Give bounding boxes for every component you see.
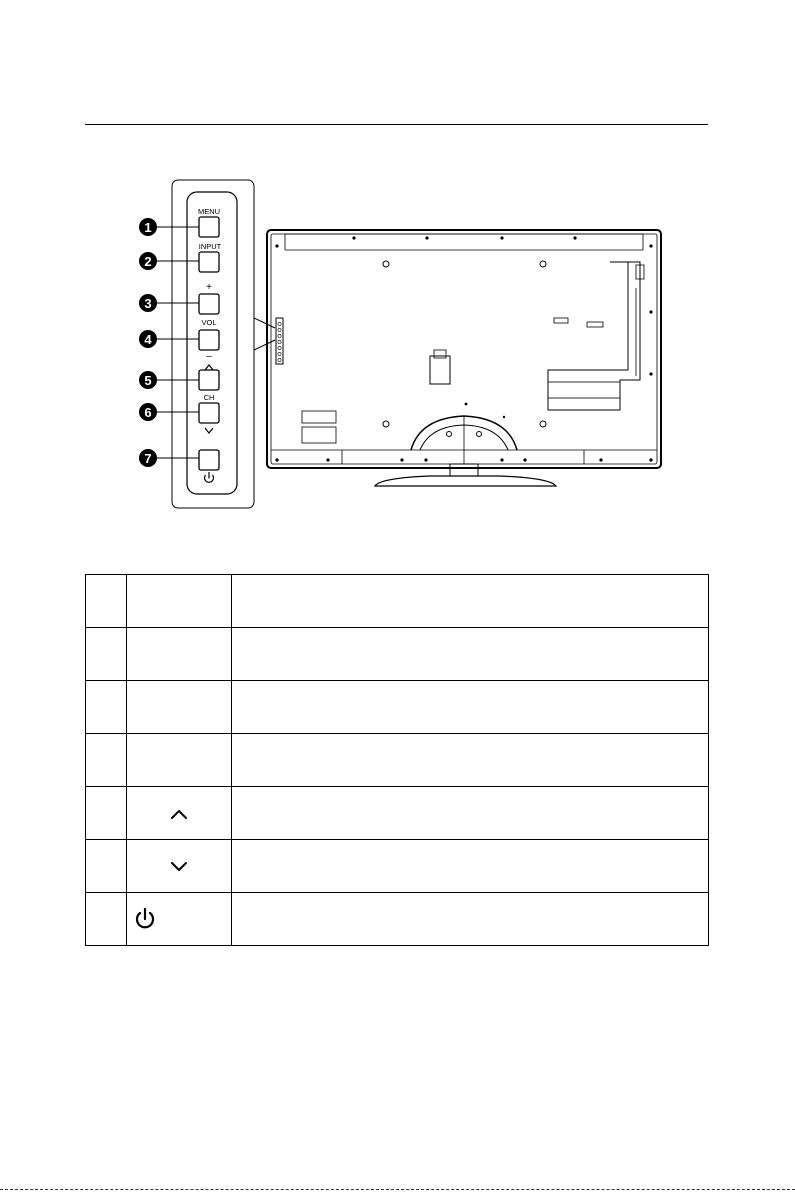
panel-label-input: INPUT [198, 242, 222, 251]
power-icon [133, 906, 157, 932]
row-number [86, 840, 127, 893]
menu-button [199, 217, 219, 237]
svg-text:4: 4 [144, 332, 152, 347]
svg-text:5: 5 [144, 373, 152, 388]
table-row [86, 628, 709, 681]
ch-up-button [199, 370, 219, 390]
callout-3 [139, 294, 157, 312]
page-bottom-border [0, 1189, 795, 1190]
row-key [127, 575, 232, 628]
callout-4 [139, 330, 157, 348]
tv-rear-diagram [0, 170, 795, 520]
table-row [86, 893, 709, 946]
panel-label-vol-plus: + [206, 282, 212, 293]
callout-2 [139, 252, 157, 270]
callout-6 [139, 403, 157, 421]
panel-chevron-up-icon [205, 365, 213, 370]
row-description [232, 681, 709, 734]
row-description [232, 628, 709, 681]
callout-5 [139, 371, 157, 389]
row-key [127, 893, 232, 946]
table-row [86, 681, 709, 734]
ch-down-button [199, 403, 219, 423]
table-row [86, 787, 709, 840]
row-number [86, 893, 127, 946]
row-description [232, 893, 709, 946]
row-key [127, 840, 232, 893]
header-rule [85, 124, 708, 125]
panel-label-ch: CH [203, 393, 215, 402]
row-description [232, 575, 709, 628]
input-button [199, 252, 219, 272]
control-panel-callout [172, 180, 275, 508]
row-number [86, 681, 127, 734]
row-description [232, 734, 709, 787]
row-key [127, 628, 232, 681]
panel-label-vol: VOL [201, 318, 217, 327]
panel-label-menu: MENU [197, 207, 221, 216]
panel-label-vol-minus: – [206, 351, 212, 362]
callout-7 [139, 449, 157, 467]
row-number [86, 734, 127, 787]
table-row [86, 734, 709, 787]
svg-text:6: 6 [144, 405, 152, 420]
power-button [199, 450, 219, 470]
panel-chevron-down-icon [205, 428, 213, 433]
vol-plus-button [199, 294, 219, 314]
tv-back-illustration [267, 230, 661, 486]
svg-text:2: 2 [144, 254, 152, 269]
svg-text:3: 3 [144, 296, 152, 311]
row-number [86, 787, 127, 840]
vol-minus-button [199, 330, 219, 350]
callout-1 [139, 218, 157, 236]
row-number [86, 628, 127, 681]
row-key [127, 787, 232, 840]
row-key [127, 681, 232, 734]
svg-text:1: 1 [144, 220, 152, 235]
svg-text:7: 7 [144, 451, 152, 466]
button-function-table [85, 574, 709, 946]
table-row [86, 575, 709, 628]
row-description [232, 787, 709, 840]
table-row [86, 840, 709, 893]
chevron-down-icon [169, 860, 189, 874]
panel-power-icon [205, 472, 214, 482]
chevron-up-icon [169, 807, 189, 821]
row-number [86, 575, 127, 628]
row-description [232, 840, 709, 893]
row-key [127, 734, 232, 787]
